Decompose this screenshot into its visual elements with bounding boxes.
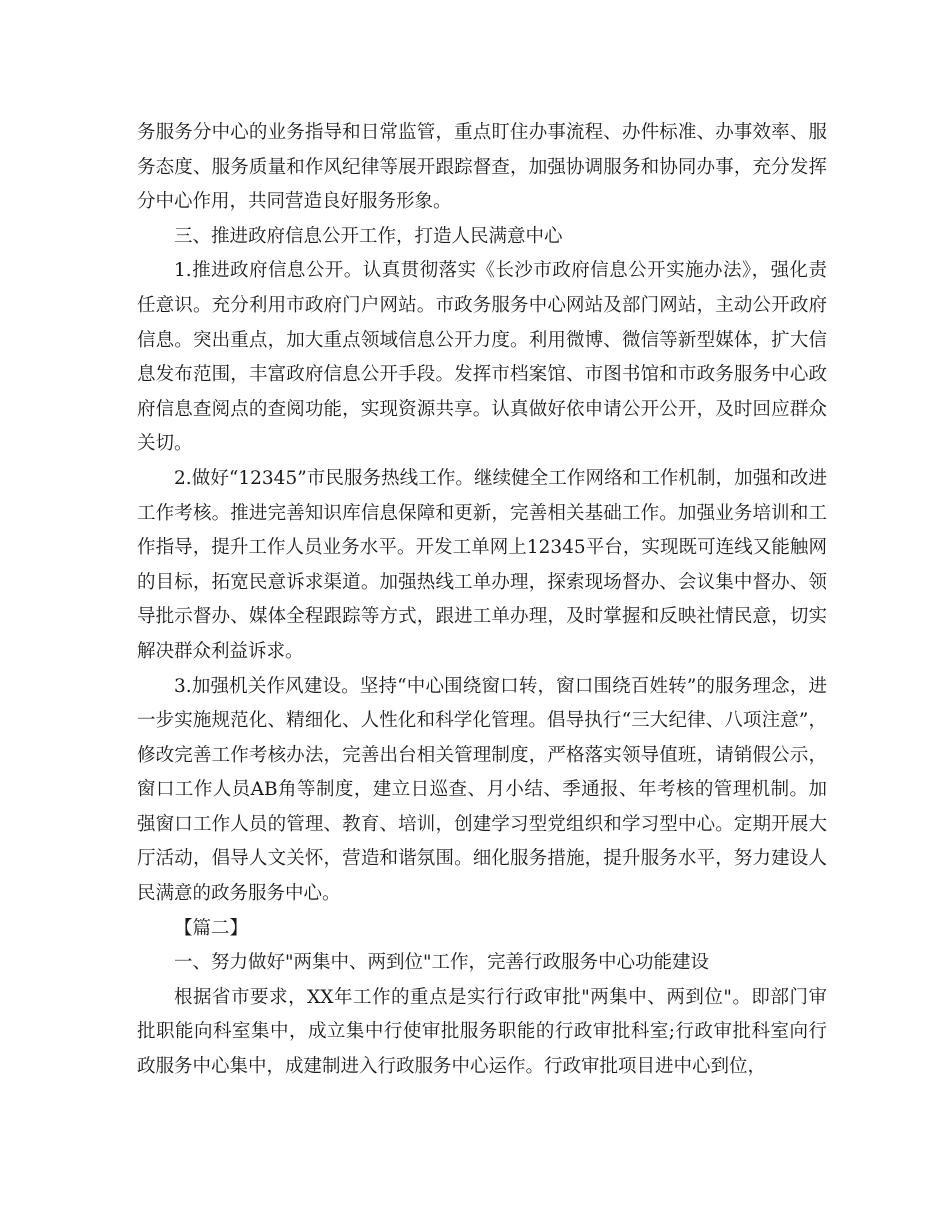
paragraph-item-3: 3.加强机关作风建设。坚持“中心围绕窗口转，窗口围绕百姓转”的服务理念，进一步实施规范化、精细化、人性化和科学化管理。倡导执行“三大纪律、八项注意”，修改完善工作考核办法，完善出台相关管理制度，严格落实领导值班，请销假公示，窗口工作人员AB角等制度，建立日巡查、月小结、季通报、年考核的管理机制。加强窗口工作人员的管理、教育、培训，创建学习型党组织和学习型中心。定期开展大厅活动，倡导人文关怀，营造和谐氛围。细化服务措施，提升服务水平，努力建设人民满意的政务服务中心。 xyxy=(137,675,827,905)
document-body xyxy=(137,116,827,1085)
paragraph-continuation: 务服务分中心的业务指导和日常监管，重点盯住办事流程、办件标准、办事效率、服务态度、服务质量和作风纪律等展开跟踪督查，加强协调服务和协同办事，充分发挥分中心作用，共同营造良好服务形象。 xyxy=(137,122,827,213)
paragraph-body: 根据省市要求，XX年工作的重点是实行行政审批"两集中、两到位"。即部门审批职能向科室集中，成立集中行使审批服务职能的行政审批科室;行政审批科室向行政服务中心集中，成建制进入行政服务中心运作。行政审批项目进中心到位， xyxy=(137,986,827,1078)
paragraph-item-1: 1.推进政府信息公开。认真贯彻落实《长沙市政府信息公开实施办法》，强化责任意识。充分利用市政府门户网站。市政务服务中心网站及部门网站，主动公开政府信息。突出重点，加大重点领域信息公开力度。利用微博、微信等新型媒体，扩大信息发布范围，丰富政府信息公开手段。发挥市档案馆、市图书馆和市政务服务中心政府信息查阅点的查阅功能，实现资源共享。认真做好依申请公开公开，及时回应群众关切。 xyxy=(137,260,827,455)
part-two-heading: 【篇二】 xyxy=(174,917,249,939)
section-heading-one: 一、努力做好"两集中、两到位"工作，完善行政服务中心功能建设 xyxy=(174,952,710,974)
section-heading-three: 三、推进政府信息公开工作，打造人民满意中心 xyxy=(174,225,563,247)
paragraph-item-2: 2.做好“12345”市民服务热线工作。继续健全工作网络和工作机制，加强和改进工作考核。推进完善知识库信息保障和更新，完善相关基础工作。加强业务培训和工作指导，提升工作人员业务水平。开发工单网上12345平台，实现既可连线又能触网的目标，拓宽民意诉求渠道。加强热线工单办理，探索现场督办、会议集中督办、领导批示督办、媒体全程跟踪等方式，跟进工单办理，及时掌握和反映社情民意，切实解决群众利益诉求。 xyxy=(137,467,827,662)
